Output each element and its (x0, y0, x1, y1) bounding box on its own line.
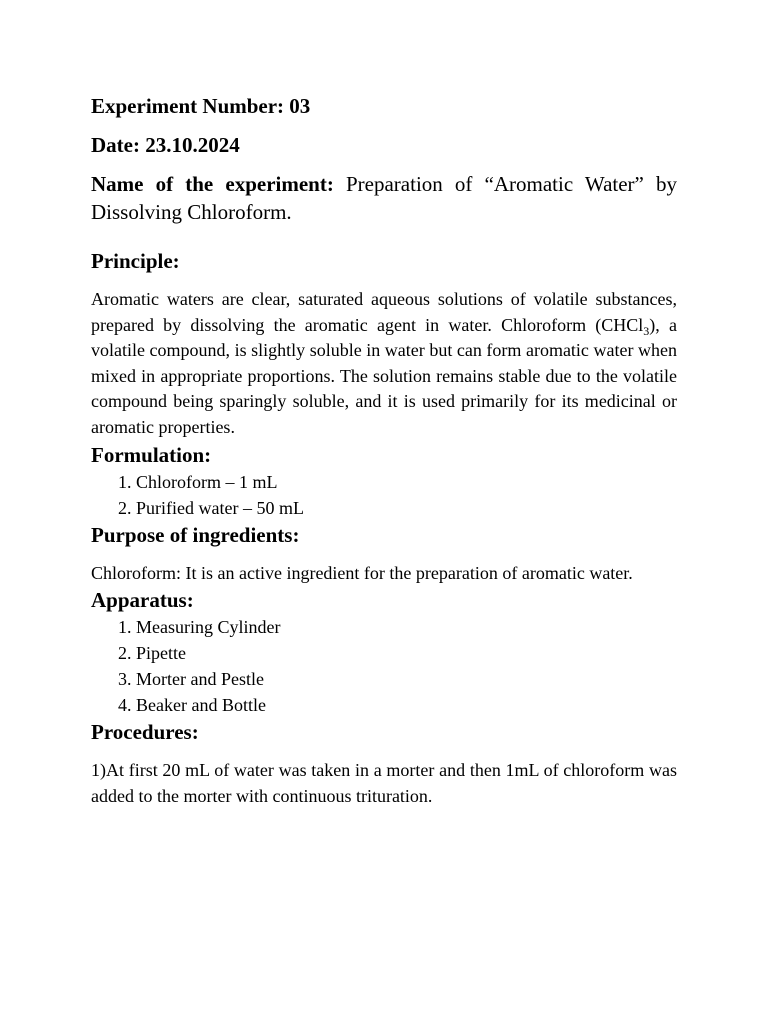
experiment-date: Date: 23.10.2024 (91, 133, 240, 157)
list-item: 2. Pipette (136, 640, 677, 666)
procedures-text: 1)At first 20 mL of water was taken in a morter and then 1mL of chloroform was added to the morter with continuous trituration. (91, 760, 677, 806)
principle-text (91, 287, 677, 441)
experiment-name-label: Name of the experiment: (91, 172, 334, 196)
experiment-number: Experiment Number: 03 (91, 94, 311, 118)
principle-text-part1: Aromatic waters are clear, saturated aqueous solutions of volatile substances, prepared by dissolving the aromatic agent in water. Chloroform (CHCl (91, 289, 677, 335)
list-item: 2. Purified water – 50 mL (136, 495, 677, 521)
list-item: 4. Beaker and Bottle (136, 692, 677, 718)
experiment-name-value: Preparation of “Aromatic Water” by Dissolving Chloroform. (91, 172, 678, 224)
formulation-heading: Formulation: (91, 442, 212, 467)
document-content (91, 92, 677, 809)
list-item: 1. Measuring Cylinder (136, 614, 677, 640)
purpose-heading: Purpose of ingredients: (91, 522, 300, 547)
apparatus-list (91, 614, 677, 718)
list-item: 1. Chloroform – 1 mL (136, 469, 677, 495)
procedures-heading: Procedures: (91, 720, 199, 745)
apparatus-heading: Apparatus: (91, 588, 194, 613)
formula-subscript: 3 (643, 323, 650, 338)
principle-text-part2: ), a volatile compound, is slightly soluble in water but can form aromatic water when mixed in appropriate proportions. The solution remains stable due to the volatile compound being sparingly soluble, and it is used primarily for its medicinal or aromatic properties. (91, 314, 677, 437)
list-item: 3. Morter and Pestle (136, 666, 677, 692)
purpose-text: Chloroform: It is an active ingredient for the preparation of aromatic water. (91, 562, 633, 583)
experiment-name (91, 170, 677, 226)
principle-heading: Principle: (91, 249, 180, 273)
formulation-list (91, 469, 677, 521)
